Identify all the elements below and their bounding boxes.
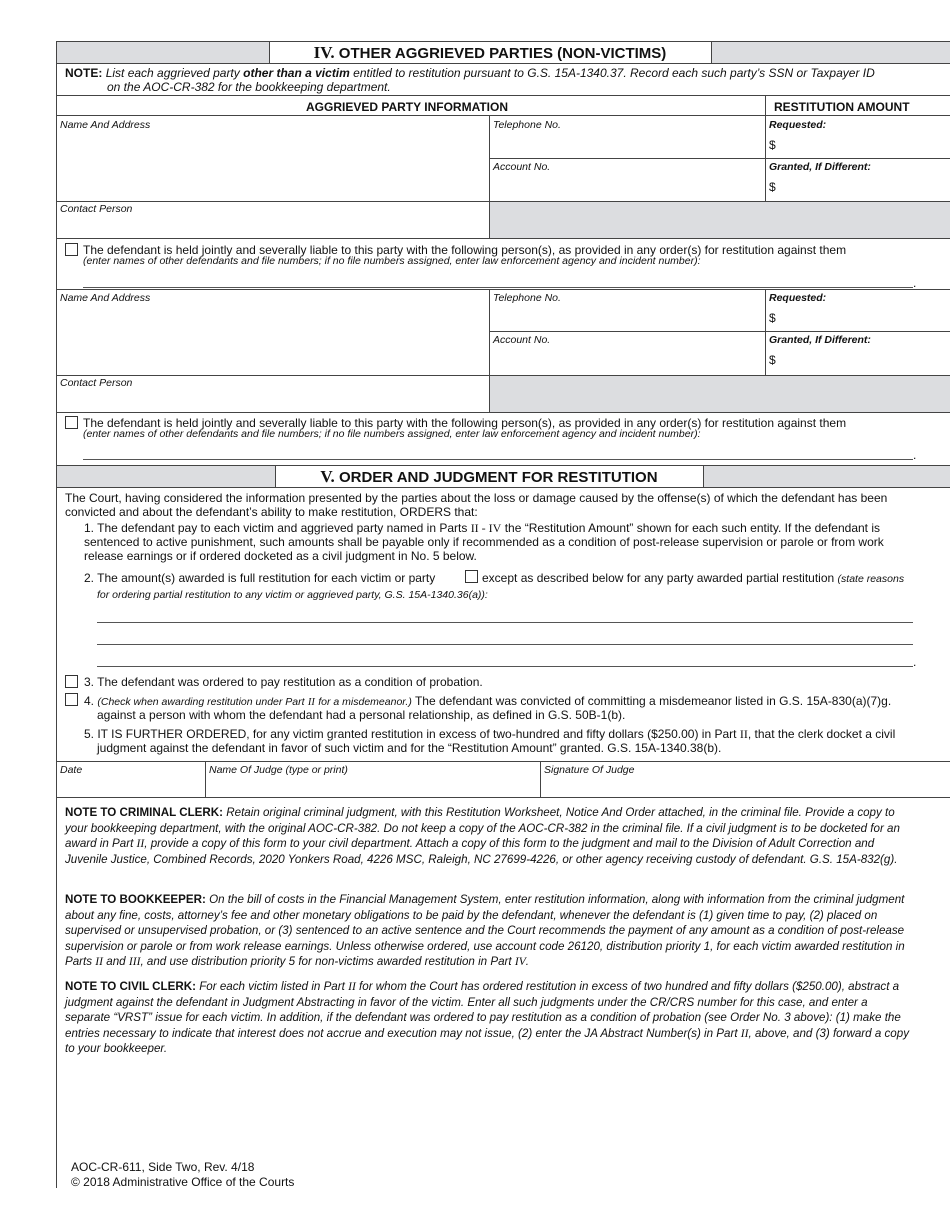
- partial-restitution-instructions: for ordering partial restitution to any victim or aggrieved party, G.S. 15A-1340.36(a)):: [97, 589, 488, 601]
- form-id: AOC-CR-611, Side Two, Rev. 4/18: [71, 1160, 255, 1174]
- joint-liability-text: The defendant is held jointly and severally liable to this party with the following person(s), as provided in any order(s) for restitution against them: [83, 416, 847, 430]
- joint-liability-checkbox[interactable]: [65, 243, 78, 256]
- order-item-5: 5. IT IS FURTHER ORDERED, for any victim granted restitution in excess of two-hundred and fifty dollars ($250.00) in Part II, that the clerk docket a civil: [84, 727, 896, 741]
- copyright: © 2018 Administrative Office of the Courts: [71, 1175, 295, 1189]
- restitution-amount-header: RESTITUTION AMOUNT: [774, 100, 910, 114]
- order-item-4: 4. (Check when awarding restitution under Part II for a misdemeanor.) The defendant was convicted of committing a misdemeanor listed in G.S. 15A-830(a)(7)g.: [84, 694, 892, 708]
- misdemeanor-checkbox[interactable]: [65, 693, 78, 706]
- joint-liability-instructions: (enter names of other defendants and file numbers; if no file numbers assigned, enter law enforcement agency and incident number):: [83, 428, 701, 440]
- granted-label: Granted, If Different:: [769, 334, 871, 346]
- telephone-field[interactable]: Telephone No.: [493, 292, 561, 304]
- order-item-3: 3. The defendant was ordered to pay restitution as a condition of probation.: [84, 675, 483, 689]
- granted-label: Granted, If Different:: [769, 161, 871, 173]
- joint-liability-checkbox[interactable]: [65, 416, 78, 429]
- note-bookkeeper: NOTE TO BOOKKEEPER: On the bill of costs in the Financial Management System, enter restitution information, along with information from the criminal judgment about any fine, costs, attorney’s fee and other monetary obligations to be paid by the defendant, whenever the defendant is (1) given time to pay, (2) placed on supervised or unsupervised probation, or (3) sentenced to an active sentence and the Court recommends the payment of any amount as a condition of post-release supervision or parole or from work release earnings. Unless otherwise ordered, use account code 26120, distribution priority 1, for each victim awarded restitution in Parts II and III, and use distribution priority 5 for non-victims awarded restitution in Part IV.: [65, 893, 905, 968]
- partial-reasons-line-3[interactable]: [97, 666, 913, 667]
- partial-restitution-checkbox[interactable]: [465, 570, 478, 583]
- order-intro: The Court, having considered the information presented by the parties about the loss or damage caused by the offense(s) of which the defendant has been convicted and about the defendant’s ability to make restitution, ORDERS that:: [65, 491, 888, 519]
- order-item-2: 2. The amount(s) awarded is full restitution for each victim or party: [84, 571, 436, 585]
- page-left-border: [56, 41, 57, 1188]
- section-5-title: V. ORDER AND JUDGMENT FOR RESTITUTION: [320, 467, 658, 486]
- probation-condition-checkbox[interactable]: [65, 675, 78, 688]
- aggrieved-party-info-header: AGGRIEVED PARTY INFORMATION: [306, 100, 509, 114]
- partial-reasons-line-2[interactable]: [97, 644, 913, 645]
- judge-name-field[interactable]: Name Of Judge (type or print): [209, 764, 348, 776]
- order-item-1: 1. The defendant pay to each victim and aggrieved party named in Parts II - IV the “Restitution Amount” shown for each such entity. If the defendant is sentenced to active punishment, such amounts shall be payable only if recommended as a condition of post-release supervision or parole or from work release earnings or if ordered docketed as a civil judgment in No. 5 below.: [84, 521, 884, 563]
- granted-amount-field[interactable]: $: [769, 353, 776, 367]
- note-civil-clerk: NOTE TO CIVIL CLERK: For each victim listed in Part II for whom the Court has ordered restitution in excess of two hundred and fifty dollars ($250.00), abstract a judgment against the defendant in Judgment Abstracting in favor of the victim. Enter all such judgments under the CR/CRS number for this case, and enter a separate “VRST” issue for each victim. In addition, if the defendant was ordered to pay restitution as a condition of probation (see Order No. 3 above): (1) make the entries necessary to indicate that interest does not accrue and execution may not issue, (2) enter the JA Abstract Number(s) in Part II, above, and (3) forward a copy to your bookkeeper.: [65, 980, 909, 1055]
- requested-label: Requested:: [769, 292, 827, 304]
- telephone-field[interactable]: Telephone No.: [493, 119, 561, 131]
- requested-amount-field[interactable]: $: [769, 138, 776, 152]
- joint-liability-instructions: (enter names of other defendants and file numbers; if no file numbers assigned, enter law enforcement agency and incident number):: [83, 255, 701, 267]
- partial-reasons-line-1[interactable]: [97, 622, 913, 623]
- judge-signature-field[interactable]: Signature Of Judge: [544, 764, 635, 776]
- name-and-address-field[interactable]: Name And Address: [60, 119, 151, 131]
- note-criminal-clerk: NOTE TO CRIMINAL CLERK: Retain original criminal judgment, with this Restitution Worksheet, Notice And Order attached, in the criminal file. Provide a copy to your bookkeeping department, with the original AOC-CR-382. Do not keep a copy of the AOC-CR-382 in the criminal file. If a civil judgment is to be docketed for an award in Part II, provide a copy of this form to your civil department. Attach a copy of this form to the judgment and mail to the Division of Adult Correction and Juvenile Justice, Combined Records, 2020 Yonkers Road, 4226 MSC, Raleigh, NC 27699-4226, or other agency receiving custody of defendant. G.S. 15A-832(g).: [65, 806, 900, 866]
- contact-person-field[interactable]: Contact Person: [60, 377, 133, 389]
- granted-amount-field[interactable]: $: [769, 180, 776, 194]
- contact-person-field[interactable]: Contact Person: [60, 203, 133, 215]
- section-4-title: IV. OTHER AGGRIEVED PARTIES (NON-VICTIMS): [313, 43, 667, 62]
- requested-amount-field[interactable]: $: [769, 311, 776, 325]
- requested-label: Requested:: [769, 119, 827, 131]
- joint-liability-entry-line[interactable]: [83, 287, 913, 288]
- account-field[interactable]: Account No.: [493, 161, 551, 173]
- account-field[interactable]: Account No.: [493, 334, 551, 346]
- date-field[interactable]: Date: [60, 764, 83, 776]
- name-and-address-field[interactable]: Name And Address: [60, 292, 151, 304]
- joint-liability-entry-line[interactable]: [83, 459, 913, 460]
- joint-liability-text: The defendant is held jointly and severally liable to this party with the following person(s), as provided in any order(s) for restitution against them: [83, 243, 847, 257]
